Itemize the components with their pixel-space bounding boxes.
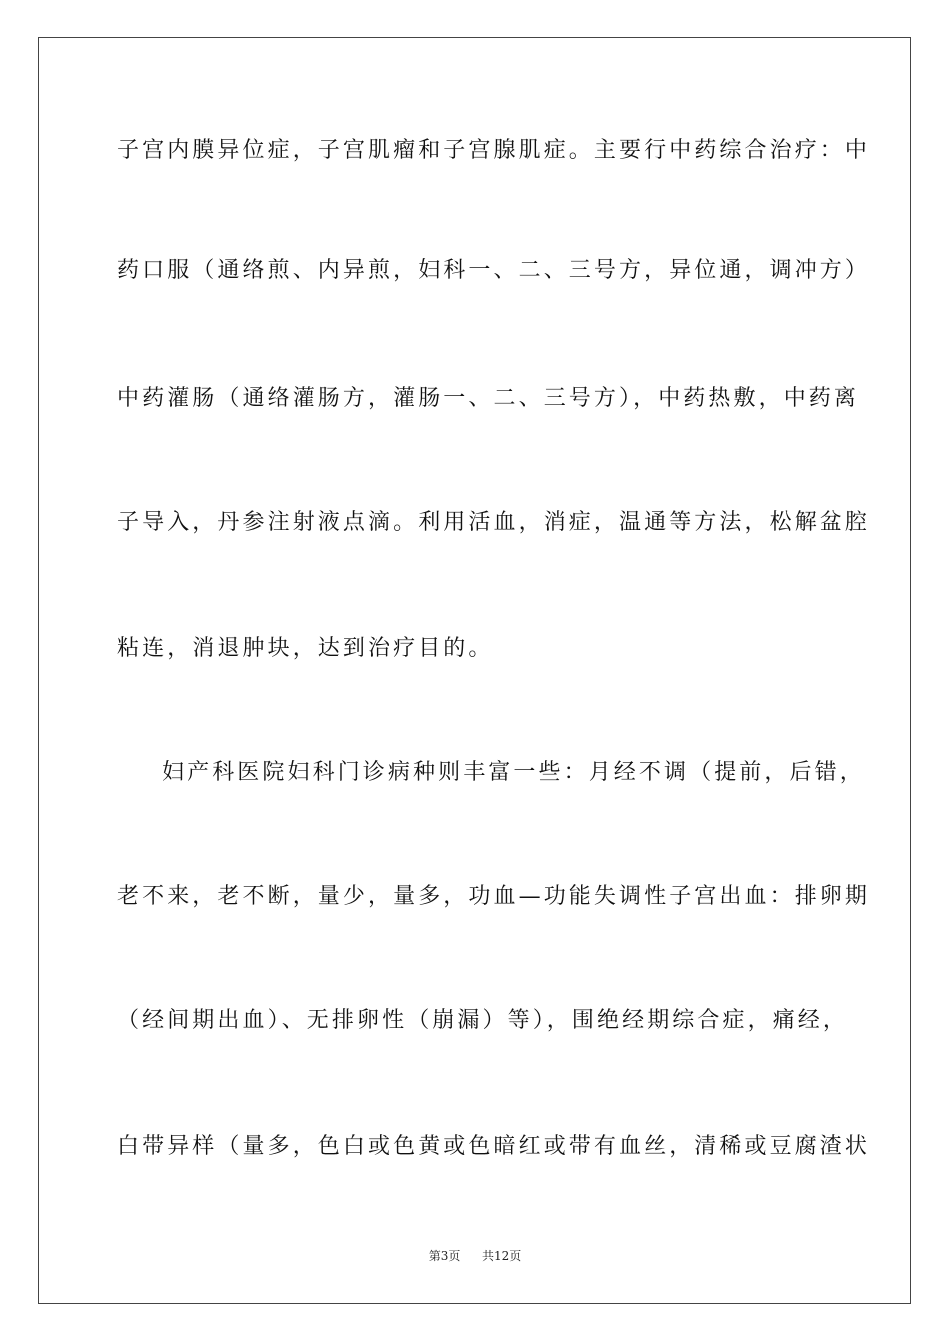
page-total: 共12页 [482, 1249, 522, 1263]
text-line-3: 中药灌肠（通络灌肠方，灌肠一、二、三号方），中药热敷，中药离 [117, 386, 860, 411]
text-line-2: 药口服（通络煎、内异煎，妇科一、二、三号方，异位通，调冲方） [117, 258, 871, 283]
text-line-1: 子宫内膜异位症，子宫肌瘤和子宫腺肌症。主要行中药综合治疗：中 [117, 138, 871, 163]
paragraph-start-line: 妇产科医院妇科门诊病种则丰富一些：月经不调（提前，后错， [162, 760, 865, 785]
text-line-9: 白带异样（量多，色白或色黄或色暗红或带有血丝，清稀或豆腐渣状 [117, 1134, 871, 1159]
text-line-5: 粘连，消退肿块，达到治疗目的。 [117, 636, 494, 661]
text-line-7: 老不来，老不断，量少，量多，功血—功能失调性子宫出血：排卵期 [117, 884, 871, 909]
text-line-8: （经间期出血）、无排卵性（崩漏）等），围绝经期综合症，痛经， [117, 1008, 849, 1033]
page-border [38, 37, 911, 1304]
text-line-4: 子导入，丹参注射液点滴。利用活血，消症，温通等方法，松解盆腔 [117, 510, 871, 535]
page-number: 第3页 [428, 1249, 461, 1263]
page-footer [0, 1248, 950, 1264]
